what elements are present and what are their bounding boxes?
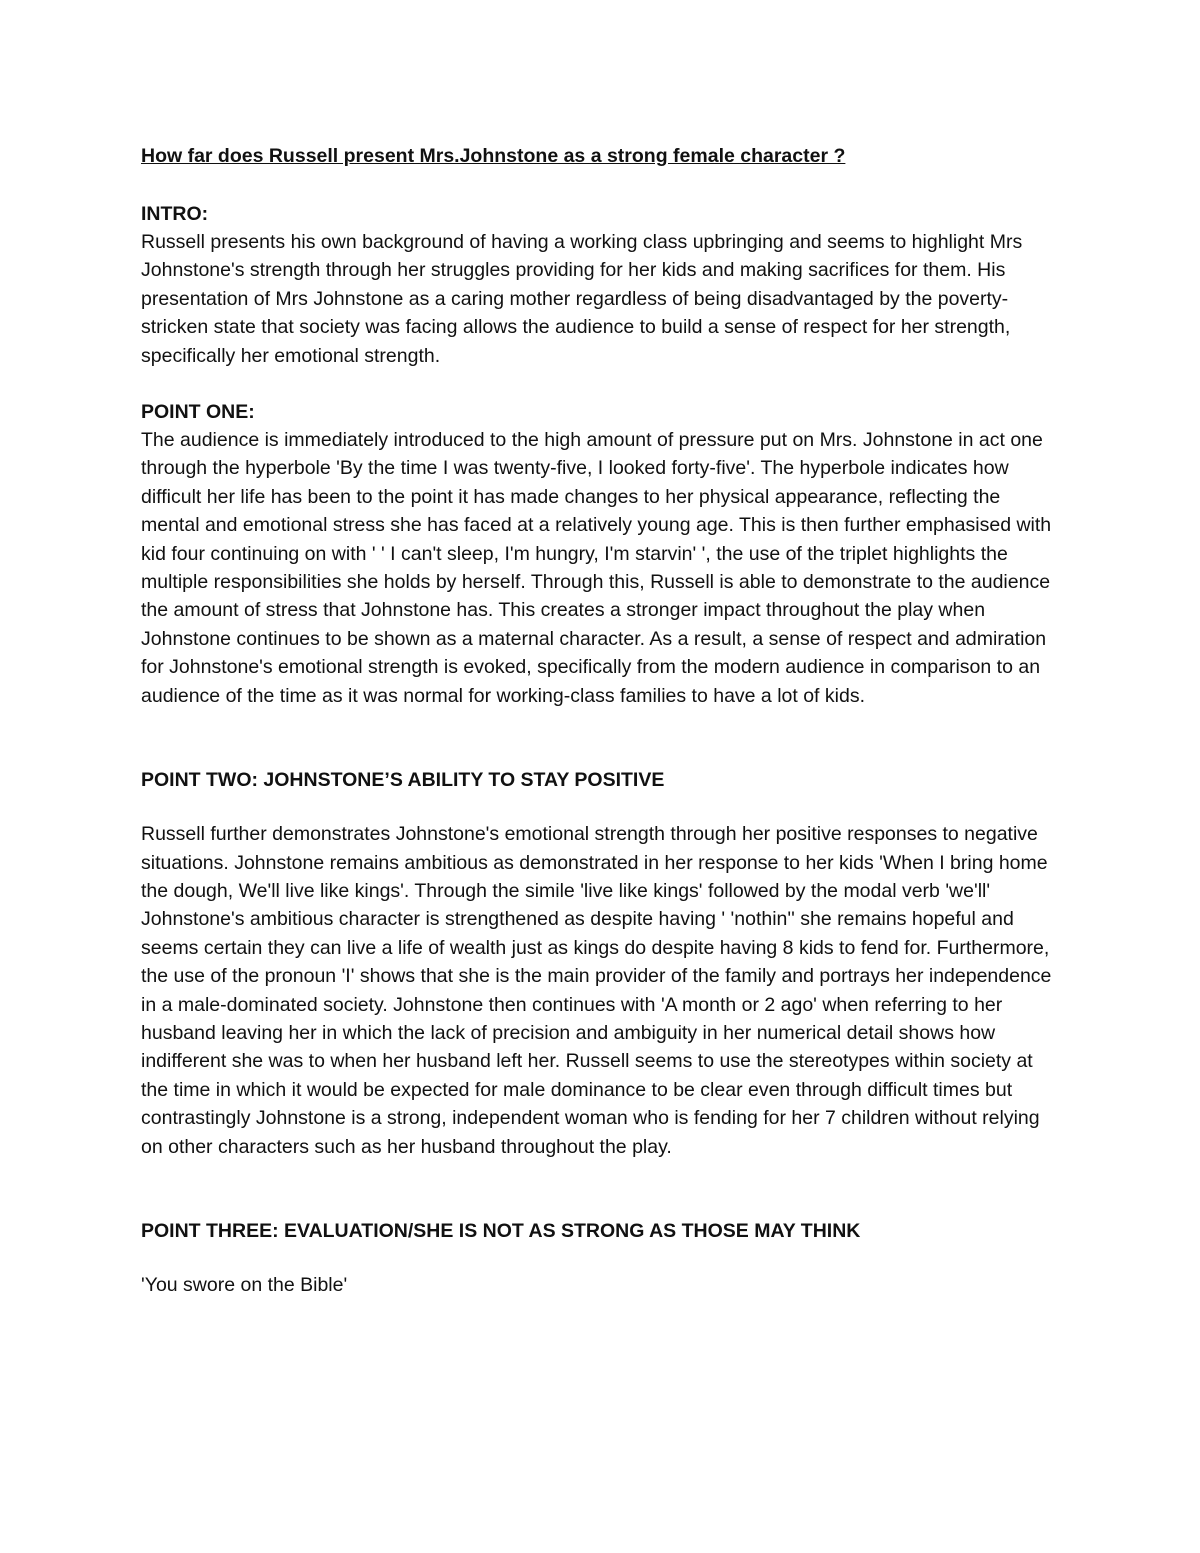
spacer (141, 370, 1061, 398)
spacer (141, 170, 1061, 200)
point-three-heading: POINT THREE: EVALUATION/SHE IS NOT AS STRONG AS THOSE MAY THINK (141, 1219, 861, 1242)
point-three-paragraph: 'You swore on the Bible' (141, 1273, 348, 1296)
point-two-paragraph: Russell further demonstrates Johnstone's emotional strength through her positive responses to negative situations. Johnstone remains ambitious as demonstrated in her response to her kids 'When I bring home the dough, We'll live like kings'. Through the simile 'live like kings' followed by the modal verb 'we'll' Johnstone's ambitious character is strengthened as despite having ' 'nothin'' she remains hopeful and seems certain they can live a life of wealth just as kings do despite having 8 kids to fend for. Furthermore, the use of the pronoun 'I' shows that she is the main provider of the family and portrays her independence in a male-dominated society. Johnstone then continues with 'A month or 2 ago' when referring to her husband leaving her in which the lack of precision and ambiguity in her numerical detail shows how indifferent she was to when her husband left her. Russell seems to use the stereotypes within society at the time in which it would be expected for male dominance to be clear even through difficult times but contrastingly Johnstone is a strong, independent woman who is fending for her 7 children without relying on other characters such as her husband throughout the play. (141, 823, 1052, 1158)
spacer (141, 1161, 1061, 1217)
spacer (141, 794, 1061, 820)
document-title: How far does Russell present Mrs.Johnstone as a strong female character ? (141, 145, 846, 167)
point-one-paragraph: The audience is immediately introduced to the high amount of pressure put on Mrs. Johnstone in act one through the hyperbole 'By the time I was twenty-five, I looked forty-five'. The hyperbole indicates how difficult her life has been to the point it has made changes to her physical appearance, reflecting the mental and emotional stress she has faced at a relatively young age. This is then further emphasised with kid four continuing on with ' ' I can't sleep, I'm hungry, I'm starvin' ', the use of the triplet highlights the multiple responsibilities she holds by herself. Through this, Russell is able to demonstrate to the audience the amount of stress that Johnstone has. This creates a stronger impact throughout the play when Johnstone continues to be shown as a maternal character. As a result, a sense of respect and admiration for Johnstone's emotional strength is evoked, specifically from the modern audience in comparison to an audience of the time as it was normal for working-class families to have a lot of kids. (141, 429, 1052, 707)
spacer (141, 1245, 1061, 1271)
intro-paragraph: Russell presents his own background of having a working class upbringing and seems to highlight Mrs Johnstone's strength through her struggles providing for her kids and making sacrifices for them. His presentation of Mrs Johnstone as a caring mother regardless of being disadvantaged by the poverty-stricken state that society was facing allows the audience to build a sense of respect for her strength, specifically her emotional strength. (141, 231, 1023, 367)
point-one-heading: POINT ONE: (141, 401, 255, 424)
point-two-heading: POINT TWO: JOHNSTONE’S ABILITY TO STAY POSITIVE (141, 769, 665, 792)
spacer (141, 710, 1061, 766)
intro-heading: INTRO: (141, 203, 209, 225)
document-page (141, 142, 1061, 1299)
